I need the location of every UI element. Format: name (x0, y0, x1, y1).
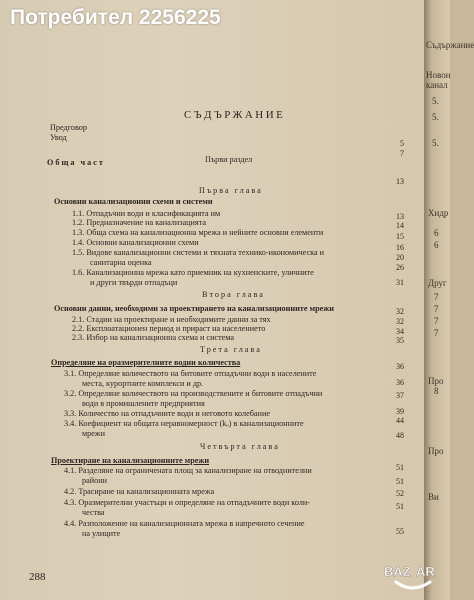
toc-item-page: 51 (396, 463, 404, 472)
preface-page: 5 (400, 139, 404, 148)
toc-item: места, курортните комплекси и др. (82, 379, 204, 388)
toc-item: 2.3. Избор на канализационна схема и система (72, 333, 235, 342)
edge-text: Про (428, 446, 444, 456)
intro-label: Увод (50, 133, 67, 142)
toc-item: 3.4. Коефициент на общата неравномерност (kₒ) в канализационните (64, 419, 304, 428)
edge-text: 7 (434, 316, 439, 326)
toc-item: 3.2. Определяне количеството на производствените и битовите отпадъчни (64, 389, 323, 398)
chapter-4-heading: Проектиране на канализационните мрежи (51, 456, 210, 465)
edge-text: Ви (428, 492, 439, 502)
edge-text: 5. (432, 96, 439, 106)
toc-item: санитарна оценка (90, 258, 152, 267)
part-title: Първи раздел (205, 155, 253, 164)
toc-item: 3.3. Количество на отпадъчните води и неговото колебание (64, 409, 270, 418)
toc-item-page: 20 (396, 253, 404, 262)
edge-text: 7 (434, 292, 439, 302)
toc-item: 4.3. Оразмерителни участъци и определяне на отпадъчните води коли- (64, 498, 311, 507)
toc-item-page: 32 (396, 307, 404, 316)
toc-item-page: 39 (396, 407, 404, 416)
toc-item: 1.6. Канализационна мрежа като приемник на кухненските, уличните (72, 268, 314, 277)
toc-item: и други твърди отпадъци (90, 278, 178, 287)
toc-item-page: 51 (396, 502, 404, 511)
toc-item-page: 51 (396, 477, 404, 486)
toc-item: райони (82, 476, 107, 485)
chapter-3-title: Трета глава (200, 345, 262, 354)
edge-text: 5. (432, 112, 439, 122)
toc-item-page: 37 (396, 391, 404, 400)
chapter-2-title: Втора глава (202, 290, 265, 299)
toc-item: 1.1. Отпадъчни води и класификацията им (72, 209, 221, 218)
chapter-2-heading: Основни данни, необходими за проектирането на канализационните мрежи (54, 304, 334, 313)
edge-text: 8 (434, 386, 439, 396)
toc-item: 4.1. Разделяне на ограничената площ за канализиране на отводнителни (64, 466, 312, 475)
toc-item: 1.4. Основни канализационни схеми (72, 238, 199, 247)
edge-text: Новон (426, 70, 451, 80)
toc-item: чества (82, 508, 105, 517)
toc-item-page: 44 (396, 416, 404, 425)
bazar-logo (382, 560, 446, 596)
svg-text:AR: AR (416, 564, 435, 579)
toc-item-page: 15 (396, 232, 404, 241)
edge-text: Съдържание (426, 40, 474, 50)
toc-item-page: 55 (396, 527, 404, 536)
edge-text: Хидр (428, 208, 449, 218)
toc-item: 4.4. Разположение на канализационната мрежа в напречното сечение (64, 519, 305, 528)
part-label: Обща част (47, 158, 105, 167)
svg-text:BAZ: BAZ (384, 564, 411, 579)
toc-item: мрежи (82, 429, 105, 438)
page-number: 288 (29, 571, 46, 583)
watermark: Потребител 2256225 (10, 6, 221, 29)
edge-text: 5. (432, 138, 439, 148)
toc-item: 1.3. Обща схема на канализационна мрежа и нейните основни елементи (72, 228, 324, 237)
toc-item-page: 36 (396, 362, 404, 371)
toc-item-page: 26 (396, 263, 404, 272)
chapter-4-title: Четвърта глава (200, 442, 280, 451)
edge-text: 6 (434, 228, 439, 238)
toc-item-page: 14 (396, 221, 404, 230)
edge-text: 7 (434, 328, 439, 338)
intro-page: 7 (400, 149, 404, 158)
toc-item-page: 36 (396, 378, 404, 387)
edge-text: 6 (434, 240, 439, 250)
edge-text: Про (428, 376, 444, 386)
edge-text: Друг (428, 278, 447, 288)
toc-item-page: 16 (396, 243, 404, 252)
chapter-1-heading: Основни канализационни схеми и системи (54, 197, 213, 206)
toc-item-page: 32 (396, 317, 404, 326)
chapter-3-heading: Определяне на оразмерителните водни количества (51, 358, 241, 367)
toc-item-page: 31 (396, 278, 404, 287)
toc-item: 2.1. Стадии на проектиране и необходимите данни за тях (72, 315, 271, 324)
edge-text: 7 (434, 304, 439, 314)
chapter-1-title: Първа глава (199, 186, 263, 195)
toc-item: на улиците (82, 529, 121, 538)
next-page-edge (424, 0, 474, 600)
toc-item: 2.2. Експлоатационен период и прираст на населението (72, 324, 266, 333)
toc-item-page: 35 (396, 336, 404, 345)
toc-item-page: 34 (396, 327, 404, 336)
toc-item-page: 48 (396, 431, 404, 440)
toc-item: 4.2. Трасиране на канализационната мрежа (64, 487, 215, 496)
toc-title: СЪДЪРЖАНИЕ (184, 109, 286, 121)
toc-item-page: 52 (396, 489, 404, 498)
toc-item: 3.1. Определяне количеството на битовите отпадъчни води в населените (64, 369, 317, 378)
toc-item-page: 13 (396, 212, 404, 221)
part-page: 13 (396, 177, 404, 186)
toc-item: 1.2. Предназначение на канализацията (72, 218, 206, 227)
preface-label: Предговор (50, 123, 87, 132)
toc-item: 1.5. Видове канализационни системи и тяхната технико-икономическа и (72, 248, 325, 257)
toc-item: води в промишлените предприятия (82, 399, 205, 408)
edge-text: канал (426, 80, 448, 90)
